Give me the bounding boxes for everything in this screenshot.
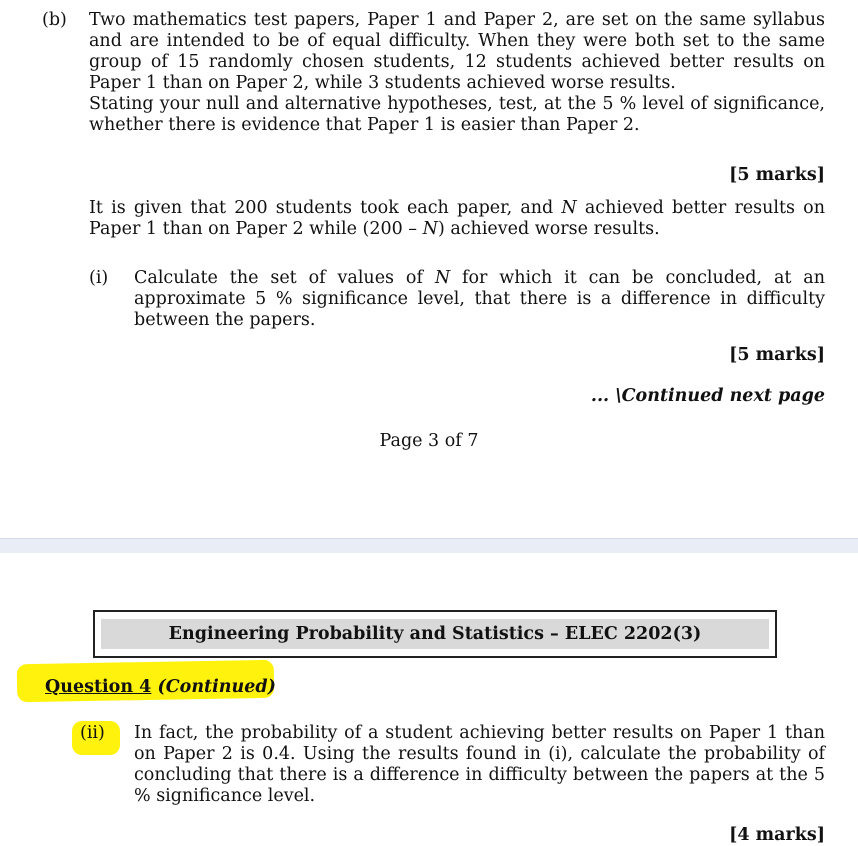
course-header-box (93, 610, 777, 658)
sub-i-label: (i) (89, 268, 109, 288)
sub-i-text (134, 268, 825, 331)
course-header-title: Engineering Probability and Statistics – ELEC 2202(3) (101, 619, 769, 649)
part-b-question-text: Two mathematics test papers, Paper 1 and Paper 2, are set on the same syllabus and are intended to be of equal difficulty. When they were both set to the same group of 15 randomly chosen students, 12 students achieved better results on Paper 1 than on Paper 2, while 3 students achieved worse results. (89, 10, 825, 93)
given-text-b: achieved better results on Paper 1 than on Paper 2 while (200 – (89, 198, 825, 239)
continued-next-page: ... \Continued next page (590, 386, 825, 406)
given-statement (89, 198, 825, 240)
given-text-a: It is given that 200 students took each paper, and (89, 198, 562, 218)
sub-i-variable-n: N (434, 268, 451, 288)
page-4 (0, 553, 858, 846)
question-4-heading (45, 677, 276, 697)
given-text-c: ) achieved worse results. (437, 219, 660, 239)
page-separator (0, 538, 858, 554)
part-b-label: (b) (42, 10, 67, 30)
question-4-label: Question 4 (45, 677, 152, 697)
question-4-continued: (Continued) (157, 677, 276, 697)
sub-i-text-a: Calculate the set of values of (134, 268, 435, 288)
sub-ii-marks: [4 marks] (729, 825, 825, 845)
given-variable-n: N (561, 198, 577, 218)
part-b-instruction-text: Stating your null and alternative hypotheses, test, at the 5 % level of significance, whether there is evidence that Paper 1 is easier than Paper 2. (89, 94, 825, 135)
sub-i-marks: [5 marks] (729, 345, 825, 365)
sub-ii-text: In fact, the probability of a student achieving better results on Paper 1 than on Paper 2 is 0.4. Using the results found in (i), calculate the probability of concluding that there is a difference in difficulty between the papers at the 5 % significance level. (134, 723, 825, 806)
part-b-marks: [5 marks] (729, 165, 825, 185)
page-number: Page 3 of 7 (379, 431, 479, 451)
given-variable-n2: N (422, 219, 438, 239)
sub-i-text-b: for which it can be concluded, at an approximate 5 % significance level, that there is a difference in difficulty between the papers. (134, 268, 826, 330)
sub-ii-label: (ii) (80, 723, 105, 743)
